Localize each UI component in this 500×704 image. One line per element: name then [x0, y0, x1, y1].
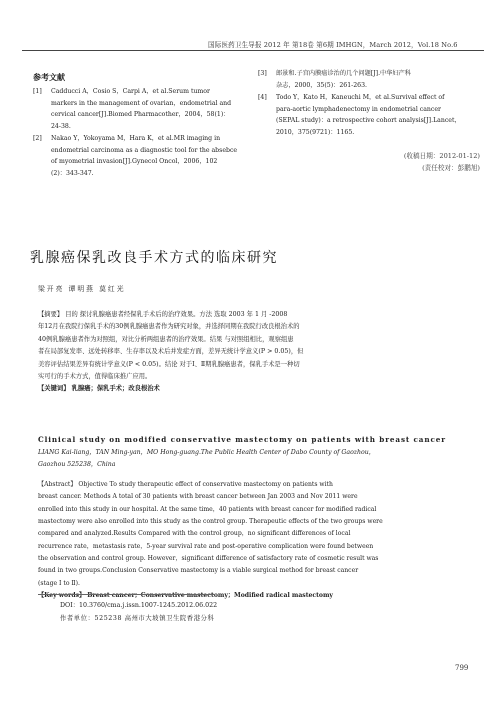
abstract-line: (stage Ⅰ to Ⅱ). — [38, 579, 80, 587]
abstract-line: found in two groups.Conclusion Conservative mastectomy is a viable surgical method for breast cancer — [38, 567, 359, 575]
abstract-line: recurrence rate，metastasis rate，5-year survival rate and post-operative complication were found between — [38, 542, 374, 550]
reference-1 — [33, 86, 243, 136]
running-header: 国际医药卫生导报 2012 年 第18卷 第6期 IMHGN，March 2012，Vol.18 No.6 — [208, 41, 458, 49]
abstract-line: 美容评估结果差异有统计学意义(P < 0.05)。结论 对于Ⅰ、Ⅱ期乳腺癌患者，保乳手术是一种切 — [38, 360, 300, 368]
reference-number: [2] — [33, 135, 42, 142]
english-title: Clinical study on modified conservative mastectomy on patients with breast cancer — [38, 435, 446, 444]
english-abstract — [38, 479, 470, 602]
abstract-line: compared and analyzed.Results Compared with the control group，no significant differences of local — [38, 530, 351, 538]
authors: 梁开亮 谭明燕 莫红光 — [38, 285, 126, 293]
reference-line: of myometrial invasion[J].Gynecol Oncol，2006，102 — [51, 158, 218, 165]
received-date: (收稿日期：2012-01-12) — [403, 152, 480, 160]
reference-line: 郎景和.子宫内膜癌诊治的几个问题[J].中华妇产科 — [276, 70, 411, 77]
abstract-line: 者在局部复发率、远处转移率、生存率以及术后并发症方面，差异无统计学意义(P > 0.05)，但 — [38, 348, 304, 356]
reference-line: endometrial carcinoma as a diagnostic tool for the absebce — [51, 146, 238, 154]
article-title: 乳腺癌保乳改良手术方式的临床研究 — [30, 250, 278, 266]
reference-line: 2010，375(9721)：1165. — [276, 128, 355, 136]
reference-line: 24-38. — [51, 122, 71, 130]
doi: DOI：10.3760/cma.j.issn.1007-1245.2012.06.022 — [60, 602, 218, 609]
reference-4 — [258, 92, 483, 142]
reference-number: [3] — [258, 70, 267, 77]
author-unit: 作者单位：525238 高州市大坡镇卫生院香港分科 — [60, 615, 215, 622]
chinese-abstract — [38, 309, 468, 396]
abstract-line: enrolled into this study in our hospital. At the same time，40 patients with breast cancer for modified radical — [38, 505, 377, 513]
affiliation-line: LIANG Kai-liang，TAN Ming-yan，MO Hong-guang.The Public Health Center of Dabo County of Gaozhou， — [38, 449, 375, 456]
reference-line: cervical cancer[J].Biomed Pharmacother，2004，58(1)： — [51, 111, 230, 118]
abstract-line: mastectomy were also enrolled into this study as the control group. Therapeutic effects of the two groups were — [38, 518, 383, 526]
reference-line: Todo Y，Kato H，Kaneuchi M，et al.Survival effect of — [276, 94, 445, 101]
reference-line: markers in the management of ovarian，endometrial and — [51, 99, 232, 107]
reference-number: [4] — [258, 94, 267, 101]
editor-note: (责任校对：彭鹏旭) — [422, 164, 480, 172]
page-number: 799 — [455, 664, 469, 672]
english-affiliation — [38, 447, 478, 471]
header-rule — [22, 50, 484, 51]
reference-line: para-aortic lymphadenectomy in endometrial cancer — [276, 105, 441, 113]
abstract-line: 实可行的手术方式，值得临床推广应用。 — [38, 373, 152, 381]
abstract-line: the observation and control group. However，significant difference of satisfactory rate of cosmetic result was — [38, 555, 379, 563]
affiliation-line: Gaozhou 525238，China — [38, 461, 116, 468]
abstract-line: 【Abstract】 Objective To study therapeutic effect of conservative mastectomy on patients with — [38, 481, 333, 488]
reference-line: Nakao Y，Yokoyama M，Hara K，et al.MR imaging in — [51, 135, 221, 142]
reference-3 — [258, 68, 483, 94]
abstract-line: 年12月在我院行保乳手术的30例乳腺癌患者作为研究对象，并选择同期在我院行改良根治术的 — [38, 323, 300, 331]
reference-line: 杂志，2000，35(5)：261-263. — [276, 81, 367, 89]
reference-line: (SEPAL study)：a retrospective cohort analysis[J].Lancet， — [276, 117, 461, 124]
abstract-line: breast cancer. Methods A total of 30 patients with breast cancer between Jan 2003 and Nov 2011 were — [38, 493, 358, 501]
footnote-rule — [38, 594, 214, 595]
abstract-line: 【摘要】 目的 探讨乳腺癌患者经保乳手术后的治疗效果。方法 选取 2003 年 1 月 -2008 — [38, 311, 288, 318]
reference-number: [1] — [33, 88, 42, 95]
references-title: 参考文献 — [33, 72, 65, 82]
reference-line: (2)：343-347. — [51, 169, 94, 177]
keywords-line: 【Key words】 Breast cancer；Conservative mastectomy；Modified radical mastectomy — [38, 592, 333, 600]
reference-2 — [33, 133, 243, 183]
reference-line: Cadducci A，Cosio S，Carpi A，et al.Serum tumor — [51, 88, 210, 95]
abstract-line: 40例乳腺癌患者作为对照组，对比分析两组患者的治疗效果。结果 与对照组相比，观察组患 — [38, 335, 294, 343]
keywords-line: 【关键词】 乳腺癌；保乳手术；改良根治术 — [38, 385, 160, 393]
